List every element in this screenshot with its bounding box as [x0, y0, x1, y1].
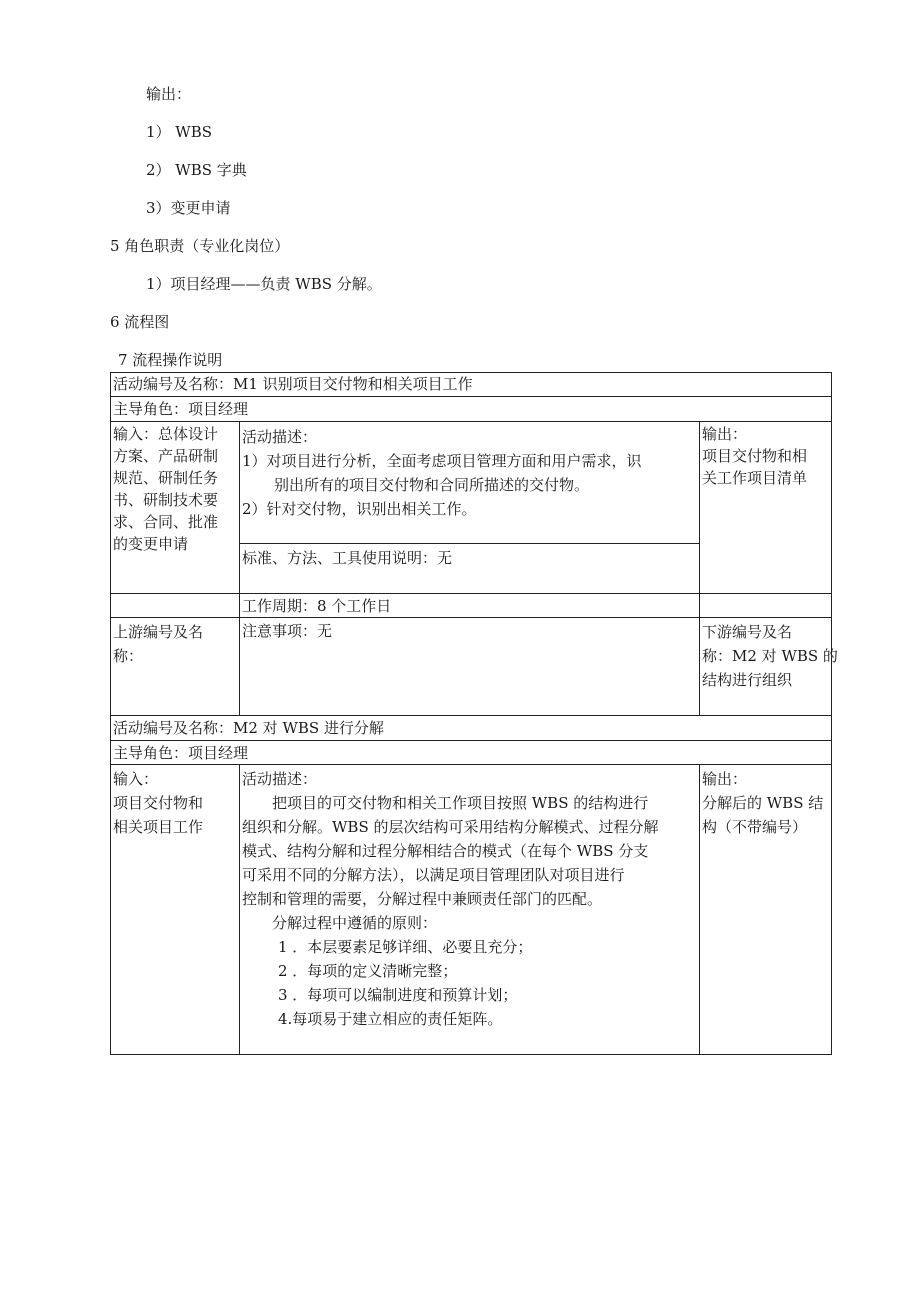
- m2-input-line: 相关项目工作: [113, 818, 204, 836]
- section-5-title: 5 角色职责（专业化岗位）: [110, 237, 290, 255]
- row-divider: [110, 593, 832, 594]
- output-label: 输出：: [146, 85, 192, 103]
- m1-output-line: 输出：: [702, 425, 748, 443]
- section-6-title: 6 流程图: [110, 313, 170, 331]
- m2-principles-title: 分解过程中遵循的原则：: [272, 914, 438, 932]
- m1-input-line: 求、合同、批准: [113, 513, 219, 531]
- m2-principle-item: 4.每项易于建立相应的责任矩阵。: [278, 1010, 503, 1028]
- m2-activity-name: 活动编号及名称：M2 对 WBS 进行分解: [113, 719, 384, 737]
- column-divider: [699, 764, 700, 1055]
- output-item-1: 1） WBS: [146, 123, 213, 141]
- m1-output-line: 关工作项目清单: [702, 469, 808, 487]
- m1-downstream-line: 称：M2 对 WBS 的: [702, 647, 838, 665]
- m2-description-label: 活动描述：: [242, 770, 318, 788]
- table-border-bottom: [110, 1054, 832, 1055]
- section-7-title: 7 流程操作说明: [118, 351, 223, 369]
- m1-downstream-cell: [702, 620, 838, 692]
- m2-output-cell: [702, 767, 823, 839]
- output-item-2: 2） WBS 字典: [146, 161, 247, 179]
- m2-input-cell: [113, 767, 203, 839]
- m1-notes: 注意事项：无: [242, 622, 333, 640]
- m2-principle-item: 3 ．每项可以编制进度和预算计划；: [278, 986, 518, 1004]
- m1-input-line: 书、研制技术要: [113, 491, 219, 509]
- m1-input-line: 输入：总体设计: [113, 425, 219, 443]
- row-divider: [110, 396, 832, 397]
- m1-description-label: 活动描述：: [242, 428, 318, 446]
- m1-upstream-line: 称：: [113, 647, 144, 665]
- m2-description-line: 把项目的可交付物和相关工作项目按照 WBS 的结构进行: [272, 794, 649, 812]
- m2-description-line: 可采用不同的分解方法），以满足项目管理团队对项目进行: [242, 866, 625, 884]
- m2-principle-item: 1 ．本层要素足够详细、必要且充分；: [278, 938, 533, 956]
- section-5-item: 1）项目经理——负责 WBS 分解。: [146, 275, 382, 293]
- m2-description-line: 组织和分解。WBS 的层次结构可采用结构分解模式、过程分解: [242, 818, 659, 836]
- process-table: [110, 372, 838, 1055]
- m1-upstream-line: 上游编号及名: [113, 623, 204, 641]
- m1-downstream-line: 结构进行组织: [702, 671, 793, 689]
- m2-input-line: 输入：: [113, 770, 159, 788]
- m1-input-line: 规范、研制任务: [113, 469, 219, 487]
- m1-output-cell: [702, 423, 807, 489]
- m2-output-line: 输出：: [702, 770, 748, 788]
- table-border-left: [110, 372, 111, 1055]
- row-divider: [239, 543, 699, 544]
- m1-description-item-2: 2）针对交付物，识别出相关工作。: [242, 500, 477, 518]
- m1-activity-name: 活动编号及名称：M1 识别项目交付物和相关项目工作: [113, 375, 473, 393]
- m2-output-line: 构（不带编号）: [702, 818, 808, 836]
- column-divider: [699, 421, 700, 715]
- column-divider: [239, 764, 240, 1055]
- m1-lead-role: 主导角色：项目经理: [113, 400, 249, 418]
- m2-lead-role: 主导角色：项目经理: [113, 744, 249, 762]
- m1-description-item-1-cont: 别出所有的项目交付物和合同所描述的交付物。: [274, 476, 590, 494]
- m1-description-item-1: 1）对项目进行分析，全面考虑项目管理方面和用户需求，识: [242, 452, 642, 470]
- m1-input-line: 方案、产品研制: [113, 447, 219, 465]
- m2-description-line: 控制和管理的需要，分解过程中兼顾责任部门的匹配。: [242, 890, 603, 908]
- m2-input-line: 项目交付物和: [113, 794, 204, 812]
- m1-description-cell: [242, 425, 642, 521]
- output-item-3: 3）变更申请: [146, 199, 231, 217]
- m1-input-line: 的变更申请: [113, 535, 189, 553]
- row-divider: [110, 617, 832, 618]
- row-divider: [110, 740, 832, 741]
- table-border-right: [831, 372, 832, 1055]
- row-divider: [110, 715, 832, 716]
- m1-input-cell: [113, 423, 218, 555]
- m1-downstream-line: 下游编号及名: [702, 623, 793, 641]
- m1-upstream-cell: [113, 620, 203, 668]
- column-divider: [239, 421, 240, 715]
- row-divider: [110, 421, 832, 422]
- m2-description-cell: [242, 767, 659, 1031]
- m2-description-line: 模式、结构分解和过程分解相结合的模式（在每个 WBS 分支: [242, 842, 649, 860]
- m1-standard-methods: 标准、方法、工具使用说明：无: [242, 549, 453, 567]
- row-divider: [110, 764, 832, 765]
- m1-work-period: 工作周期：8 个工作日: [242, 597, 392, 615]
- m2-output-line: 分解后的 WBS 结: [702, 794, 824, 812]
- m2-principle-item: 2 ．每项的定义清晰完整；: [278, 962, 458, 980]
- m1-output-line: 项目交付物和相: [702, 447, 808, 465]
